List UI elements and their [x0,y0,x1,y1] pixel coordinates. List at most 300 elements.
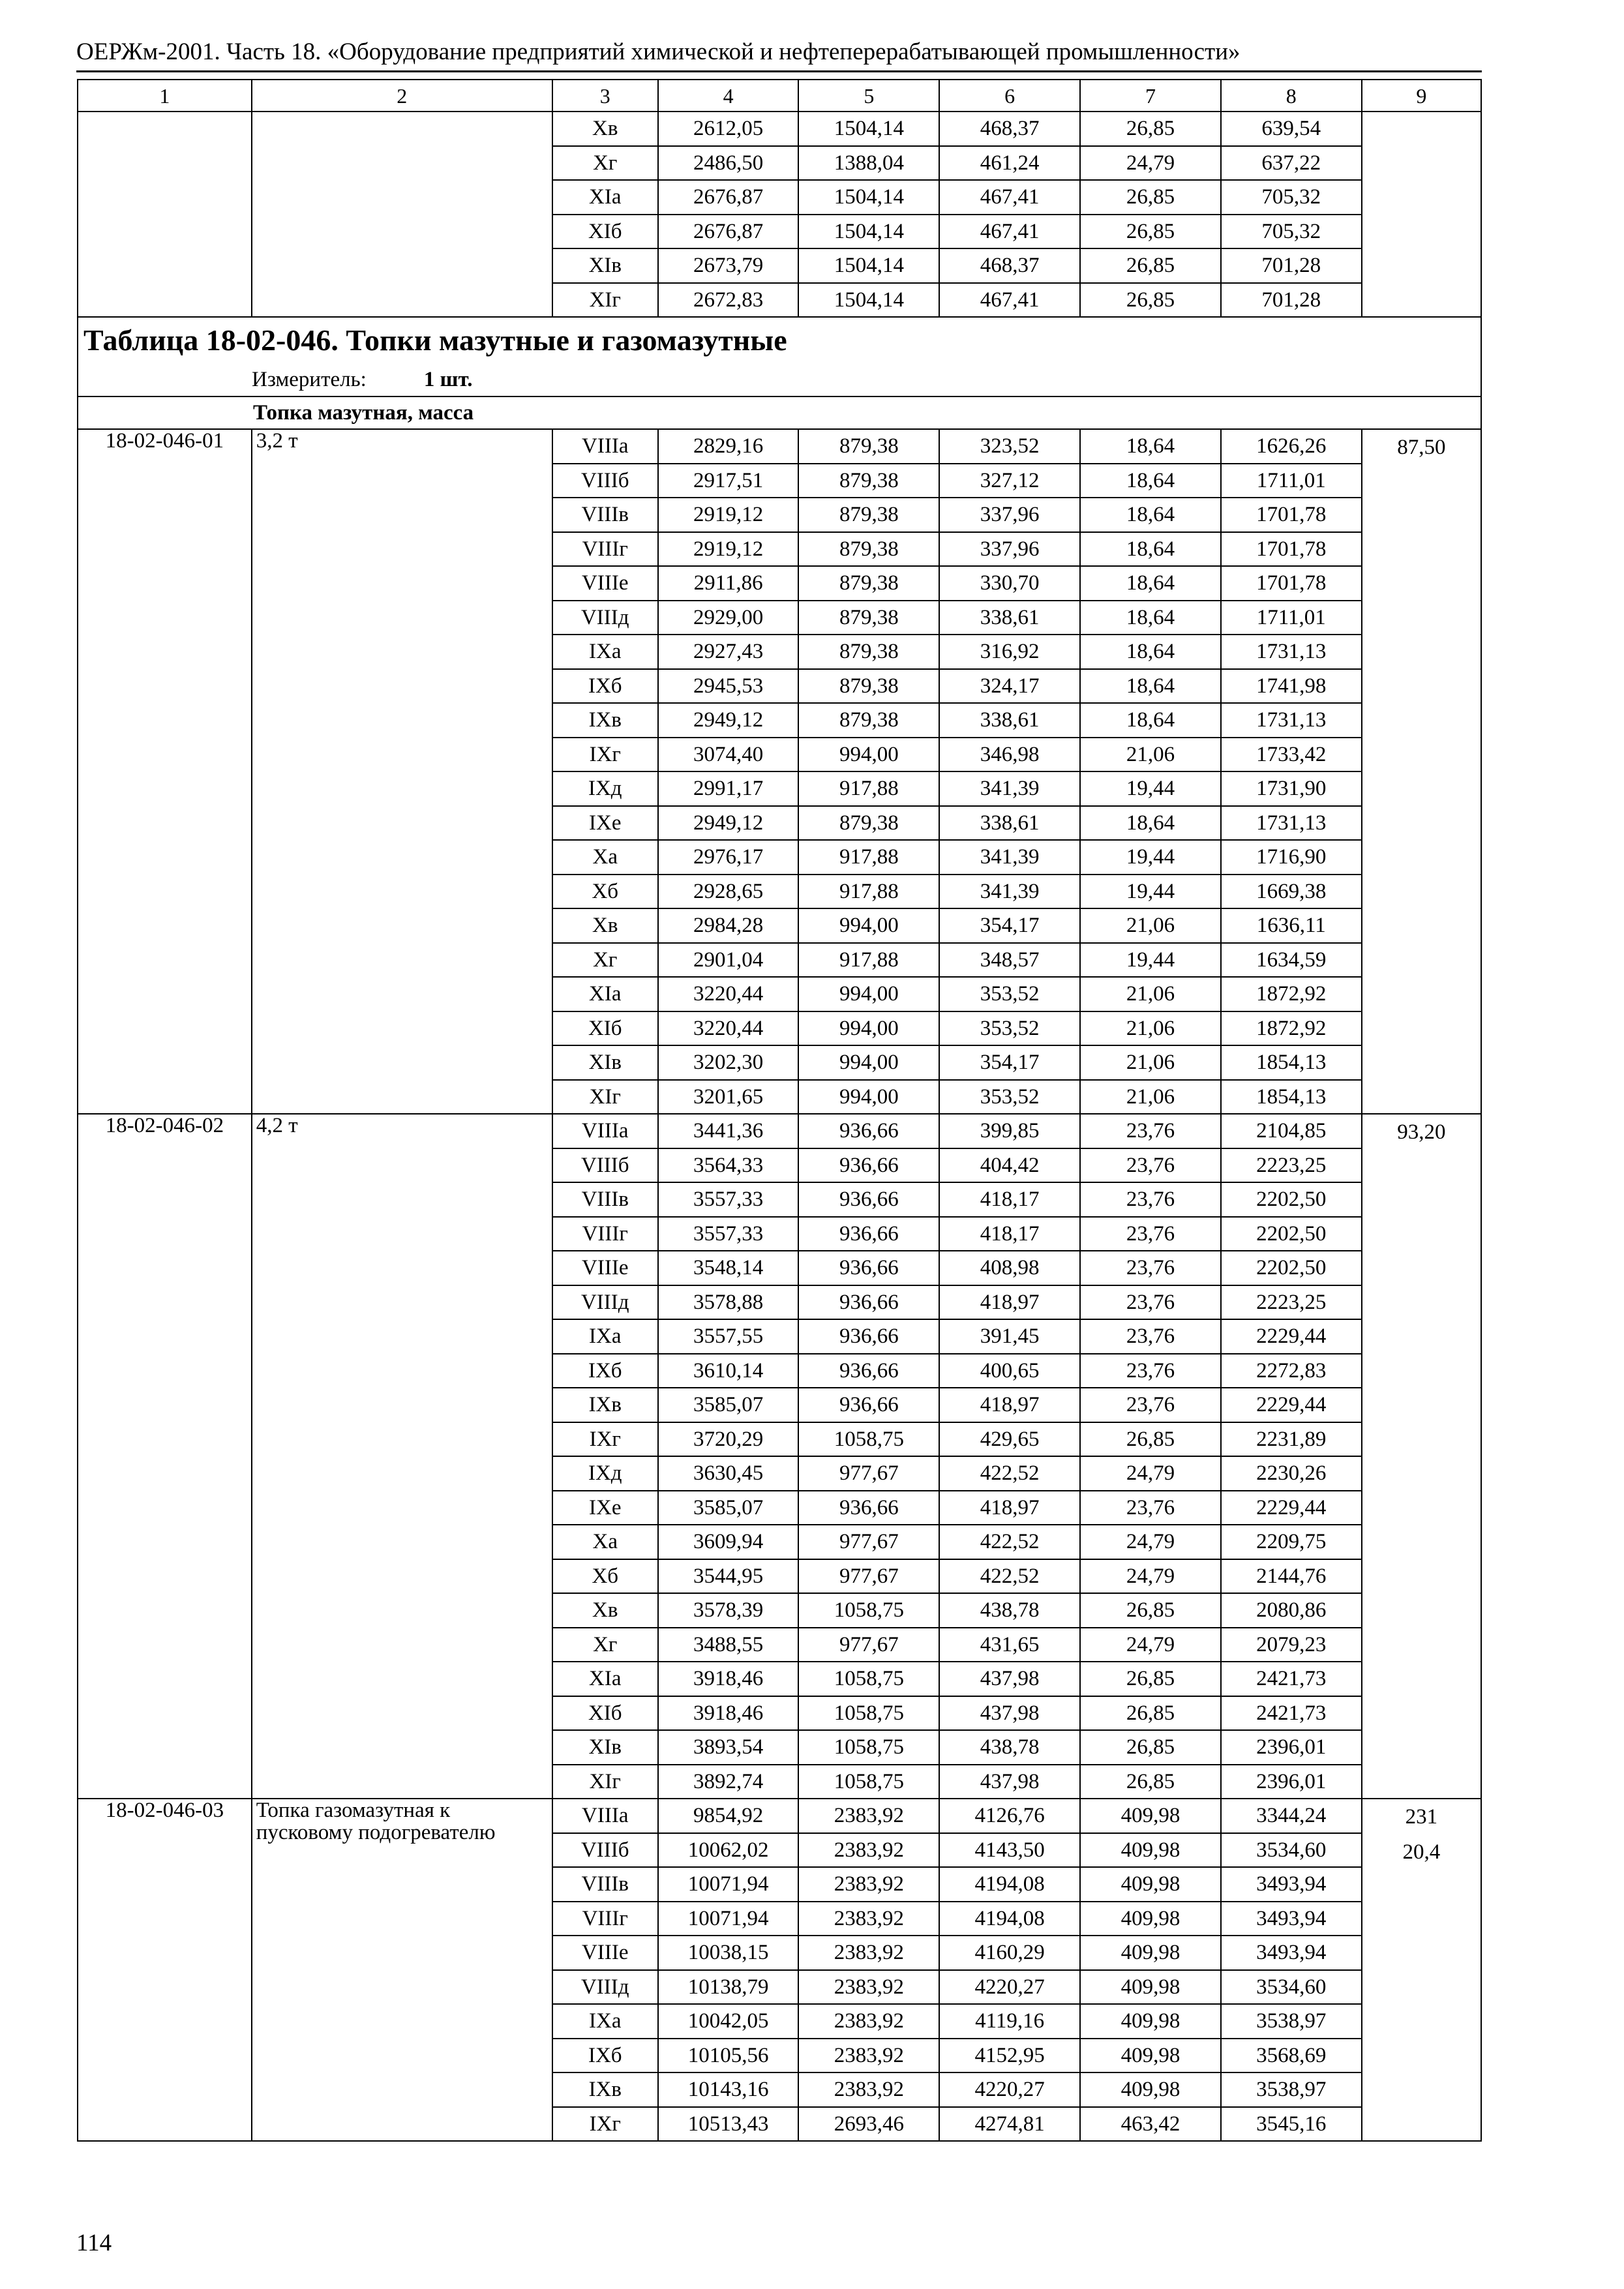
value-cell: 2383,92 [798,1833,939,1868]
value-cell: 917,88 [798,875,939,909]
value-cell: 701,28 [1221,283,1362,318]
value-cell: 337,96 [939,532,1080,567]
value-cell: ХIб [552,1011,658,1046]
value-cell: 2396,01 [1221,1730,1362,1765]
value-cell: 1872,92 [1221,977,1362,1011]
value-cell: 437,98 [939,1765,1080,1799]
value-cell: 354,17 [939,1045,1080,1080]
value-cell: 2486,50 [658,146,799,181]
value-cell: 2209,75 [1221,1525,1362,1559]
value-cell: 3918,46 [658,1696,799,1731]
value-cell: 23,76 [1080,1319,1221,1354]
value-cell: 3609,94 [658,1525,799,1559]
value-cell: 18,64 [1080,566,1221,601]
value-cell: 353,52 [939,1011,1080,1046]
value-cell: 3538,97 [1221,2072,1362,2107]
value-cell: 4274,81 [939,2107,1080,2142]
value-cell: 936,66 [798,1251,939,1285]
group-label: Топка мазутная, масса [253,401,474,425]
value-cell: 409,98 [1080,1833,1221,1868]
value-cell: 3892,74 [658,1765,799,1799]
value-cell: 2383,92 [798,1970,939,2005]
value-cell: 2231,89 [1221,1422,1362,1457]
value-cell: 23,76 [1080,1388,1221,1422]
value-cell: 936,66 [798,1217,939,1251]
value-cell: ХIг [552,1765,658,1799]
value-cell: 994,00 [798,908,939,943]
value-cell: 936,66 [798,1148,939,1183]
value-cell: 3568,69 [1221,2039,1362,2073]
value-cell: VIIIд [552,1285,658,1320]
value-cell: Хв [552,908,658,943]
value-cell: ХIв [552,1730,658,1765]
value-cell: 936,66 [798,1114,939,1148]
value-cell: 1701,78 [1221,532,1362,567]
value-cell: IХб [552,2039,658,2073]
value-cell: 3578,39 [658,1593,799,1628]
value-cell: 19,44 [1080,875,1221,909]
value-cell: 1504,14 [798,215,939,249]
value-cell: 2080,86 [1221,1593,1362,1628]
value-cell: ХIб [552,215,658,249]
value-cell: 354,17 [939,908,1080,943]
value-cell: 408,98 [939,1251,1080,1285]
value-cell: 2421,73 [1221,1662,1362,1696]
value-cell: 3557,33 [658,1182,799,1217]
value-cell: 2917,51 [658,464,799,498]
value-cell: 2104,85 [1221,1114,1362,1148]
value-cell: 3585,07 [658,1491,799,1525]
value-cell: 26,85 [1080,1662,1221,1696]
value-cell: Хг [552,943,658,978]
value-cell: 26,85 [1080,112,1221,146]
value-cell: 19,44 [1080,840,1221,875]
value-cell: 10038,15 [658,1936,799,1970]
value-cell: ХIв [552,248,658,283]
value-cell: 18,64 [1080,601,1221,635]
value-cell: 3488,55 [658,1628,799,1662]
value-cell: 409,98 [1080,1936,1221,1970]
value-cell: 18,64 [1080,532,1221,567]
value-cell: 936,66 [798,1319,939,1354]
value-cell: 4126,76 [939,1799,1080,1833]
col9-value: 231 [1405,1805,1438,1829]
value-cell: 936,66 [798,1182,939,1217]
value-cell: 2229,44 [1221,1491,1362,1525]
value-cell: 3493,94 [1221,1936,1362,1970]
value-cell: VIIIе [552,1936,658,1970]
value-cell: 409,98 [1080,1867,1221,1902]
group-row [78,396,1481,429]
value-cell: IХв [552,2072,658,2107]
value-cell: 26,85 [1080,215,1221,249]
value-cell: ХIг [552,1080,658,1115]
value-cell: 879,38 [798,429,939,464]
col9-value: 87,50 [1397,436,1446,459]
value-cell: IХг [552,1422,658,1457]
value-cell: 3220,44 [658,1011,799,1046]
value-cell: 3544,95 [658,1559,799,1594]
value-cell: 2383,92 [798,2039,939,2073]
page-number: 114 [76,2230,112,2256]
value-cell: 324,17 [939,669,1080,704]
value-cell: 879,38 [798,806,939,841]
value-cell: 418,17 [939,1217,1080,1251]
value-cell: VIIIа [552,429,658,464]
value-cell: 338,61 [939,601,1080,635]
value-cell: 3578,88 [658,1285,799,1320]
value-cell: ХIв [552,1045,658,1080]
value-cell: 467,41 [939,215,1080,249]
value-cell: 1711,01 [1221,464,1362,498]
value-cell: 2272,83 [1221,1354,1362,1388]
column-number: 1 [78,80,252,112]
value-cell: 338,61 [939,806,1080,841]
value-cell: 1504,14 [798,283,939,318]
value-cell: 429,65 [939,1422,1080,1457]
value-cell: 18,64 [1080,429,1221,464]
value-cell: 422,52 [939,1559,1080,1594]
value-cell: IХв [552,703,658,738]
value-cell: 2919,12 [658,498,799,532]
value-cell: 1388,04 [798,146,939,181]
value-cell: 327,12 [939,464,1080,498]
value-cell: 3548,14 [658,1251,799,1285]
value-cell: 24,79 [1080,1559,1221,1594]
value-cell: Ха [552,1525,658,1559]
meter-row [78,363,1481,396]
value-cell: VIIIд [552,601,658,635]
value-cell: 3201,65 [658,1080,799,1115]
value-cell: 463,42 [1080,2107,1221,2142]
item-code: 18-02-046-01 [78,429,252,1114]
value-cell: 2144,76 [1221,1559,1362,1594]
rates-table [77,79,1482,2142]
value-cell: 4220,27 [939,2072,1080,2107]
value-cell: 3202,30 [658,1045,799,1080]
value-cell: 3545,16 [1221,2107,1362,2142]
value-cell: IХд [552,771,658,806]
value-cell: 4194,08 [939,1902,1080,1936]
value-cell: 2383,92 [798,2004,939,2039]
value-cell: IХг [552,738,658,772]
value-cell: Хв [552,1593,658,1628]
value-cell: VIIIа [552,1799,658,1833]
item-col9 [1362,429,1481,1114]
value-cell: 2919,12 [658,532,799,567]
value-cell: 936,66 [798,1388,939,1422]
value-cell: 400,65 [939,1354,1080,1388]
value-cell: 438,78 [939,1593,1080,1628]
value-cell: 3610,14 [658,1354,799,1388]
value-cell: 10071,94 [658,1867,799,1902]
value-cell: 2202,50 [1221,1217,1362,1251]
value-cell: 21,06 [1080,738,1221,772]
value-cell: 418,17 [939,1182,1080,1217]
value-cell: 4152,95 [939,2039,1080,2073]
value-cell: 404,42 [939,1148,1080,1183]
meter-cell [78,363,1481,396]
value-cell: 2230,26 [1221,1456,1362,1491]
value-cell: 2421,73 [1221,1696,1362,1731]
value-cell: VIIIб [552,1833,658,1868]
value-cell: 2829,16 [658,429,799,464]
value-cell: 1636,11 [1221,908,1362,943]
value-cell: 639,54 [1221,112,1362,146]
value-cell: 26,85 [1080,1765,1221,1799]
value-cell: 2928,65 [658,875,799,909]
value-cell: 23,76 [1080,1217,1221,1251]
value-cell: 2911,86 [658,566,799,601]
value-cell: 24,79 [1080,146,1221,181]
value-cell: 2202,50 [1221,1182,1362,1217]
value-cell: 10042,05 [658,2004,799,2039]
value-cell: 2676,87 [658,215,799,249]
value-cell: 18,64 [1080,806,1221,841]
value-cell: 994,00 [798,1045,939,1080]
value-cell: 341,39 [939,840,1080,875]
value-cell: 3493,94 [1221,1867,1362,1902]
value-cell: 461,24 [939,146,1080,181]
value-cell: 468,37 [939,112,1080,146]
value-cell: 10513,43 [658,2107,799,2142]
table-title-row [78,317,1481,363]
table-row [78,429,1481,464]
value-cell: IХд [552,1456,658,1491]
value-cell: 977,67 [798,1456,939,1491]
value-cell: 3630,45 [658,1456,799,1491]
value-cell: 26,85 [1080,248,1221,283]
value-cell: 26,85 [1080,1593,1221,1628]
value-cell: 917,88 [798,771,939,806]
value-cell: 2991,17 [658,771,799,806]
value-cell: 467,41 [939,283,1080,318]
value-cell: 879,38 [798,635,939,669]
value-cell: 2079,23 [1221,1628,1362,1662]
value-cell: 2229,44 [1221,1319,1362,1354]
column-number: 6 [939,80,1080,112]
value-cell: 23,76 [1080,1114,1221,1148]
value-cell: 4194,08 [939,1867,1080,1902]
value-cell: 3557,55 [658,1319,799,1354]
value-cell: 917,88 [798,943,939,978]
value-cell: IХб [552,1354,658,1388]
value-cell: 977,67 [798,1525,939,1559]
value-cell: 3441,36 [658,1114,799,1148]
value-cell: 10105,56 [658,2039,799,2073]
value-cell: 409,98 [1080,2039,1221,2073]
value-cell: 3918,46 [658,1662,799,1696]
value-cell: Хб [552,875,658,909]
value-cell: 409,98 [1080,1902,1221,1936]
value-cell: 1058,75 [798,1730,939,1765]
value-cell: 21,06 [1080,1080,1221,1115]
value-cell: 1504,14 [798,112,939,146]
value-cell: IХв [552,1388,658,1422]
col9-cell [1362,112,1481,317]
value-cell: IХг [552,2107,658,2142]
value-cell: 19,44 [1080,943,1221,978]
value-cell: 323,52 [939,429,1080,464]
value-cell: VIIIг [552,1902,658,1936]
value-cell: 1058,75 [798,1593,939,1628]
value-cell: 26,85 [1080,1696,1221,1731]
value-cell: VIIIв [552,498,658,532]
value-cell: 1733,42 [1221,738,1362,772]
value-cell: ХIа [552,1662,658,1696]
group-cell [78,396,1481,429]
value-cell: 4160,29 [939,1936,1080,1970]
value-cell: 1058,75 [798,1422,939,1457]
value-cell: 994,00 [798,1011,939,1046]
value-cell: 18,64 [1080,703,1221,738]
value-cell: 2949,12 [658,806,799,841]
value-cell: 917,88 [798,840,939,875]
col9-value: 93,20 [1397,1120,1446,1144]
value-cell: 2223,25 [1221,1285,1362,1320]
value-cell: 3720,29 [658,1422,799,1457]
value-cell: 879,38 [798,464,939,498]
value-cell: 10071,94 [658,1902,799,1936]
value-cell: 936,66 [798,1491,939,1525]
value-cell: 2673,79 [658,248,799,283]
value-cell: VIIIв [552,1182,658,1217]
column-number: 4 [658,80,799,112]
value-cell: 467,41 [939,180,1080,215]
value-cell: 2229,44 [1221,1388,1362,1422]
code-cell [78,112,252,317]
value-cell: 3564,33 [658,1148,799,1183]
value-cell: 23,76 [1080,1491,1221,1525]
value-cell: 1626,26 [1221,429,1362,464]
value-cell: 4119,16 [939,2004,1080,2039]
value-cell: 879,38 [798,601,939,635]
value-cell: 24,79 [1080,1628,1221,1662]
value-cell: 3534,60 [1221,1970,1362,2005]
value-cell: 2383,92 [798,1867,939,1902]
value-cell: 3585,07 [658,1388,799,1422]
value-cell: 21,06 [1080,1011,1221,1046]
column-number-row [78,80,1481,112]
value-cell: 2693,46 [798,2107,939,2142]
value-cell: 3220,44 [658,977,799,1011]
value-cell: VIIIе [552,1251,658,1285]
value-cell: 409,98 [1080,1799,1221,1833]
value-cell: 994,00 [798,977,939,1011]
value-cell: IХе [552,1491,658,1525]
value-cell: 2383,92 [798,2072,939,2107]
value-cell: 422,52 [939,1456,1080,1491]
value-cell: 468,37 [939,248,1080,283]
value-cell: 2927,43 [658,635,799,669]
value-cell: Хв [552,112,658,146]
value-cell: 23,76 [1080,1182,1221,1217]
value-cell: 431,65 [939,1628,1080,1662]
value-cell: 26,85 [1080,180,1221,215]
value-cell: Ха [552,840,658,875]
value-cell: 23,76 [1080,1148,1221,1183]
value-cell: 879,38 [798,532,939,567]
value-cell: 10138,79 [658,1970,799,2005]
value-cell: 2383,92 [798,1799,939,1833]
value-cell: VIIIа [552,1114,658,1148]
value-cell: 1741,98 [1221,669,1362,704]
value-cell: IХа [552,2004,658,2039]
value-cell: 1731,90 [1221,771,1362,806]
value-cell: 705,32 [1221,180,1362,215]
value-cell: 23,76 [1080,1354,1221,1388]
item-name: 3,2 т [252,429,552,1114]
value-cell: 18,64 [1080,669,1221,704]
value-cell: 1634,59 [1221,943,1362,978]
value-cell: 879,38 [798,703,939,738]
value-cell: 1731,13 [1221,703,1362,738]
value-cell: 705,32 [1221,215,1362,249]
meter-value: 1 шт. [423,368,473,391]
value-cell: 18,64 [1080,498,1221,532]
value-cell: 1854,13 [1221,1080,1362,1115]
value-cell: 936,66 [798,1285,939,1320]
value-cell: 2383,92 [798,1902,939,1936]
value-cell: VIIIв [552,1867,658,1902]
value-cell: 2945,53 [658,669,799,704]
table-row [78,112,1481,146]
value-cell: VIIIг [552,1217,658,1251]
col9-value: 20,4 [1402,1840,1441,1864]
value-cell: 409,98 [1080,2072,1221,2107]
value-cell: 977,67 [798,1628,939,1662]
value-cell: 2949,12 [658,703,799,738]
item-name: Топка газомазутная к пусковому подогревателю [252,1799,552,2141]
value-cell: 26,85 [1080,1730,1221,1765]
value-cell: 1058,75 [798,1765,939,1799]
value-cell: 399,85 [939,1114,1080,1148]
value-cell: 977,67 [798,1559,939,1594]
value-cell: ХIа [552,977,658,1011]
value-cell: 9854,92 [658,1799,799,1833]
value-cell: 1058,75 [798,1662,939,1696]
value-cell: 994,00 [798,738,939,772]
value-cell: 19,44 [1080,771,1221,806]
value-cell: 346,98 [939,738,1080,772]
value-cell: 2223,25 [1221,1148,1362,1183]
value-cell: 2383,92 [798,1936,939,1970]
value-cell: 1872,92 [1221,1011,1362,1046]
value-cell: 2929,00 [658,601,799,635]
value-cell: 3493,94 [1221,1902,1362,1936]
value-cell: IХа [552,635,658,669]
value-cell: 2901,04 [658,943,799,978]
value-cell: 409,98 [1080,1970,1221,2005]
column-number: 5 [798,80,939,112]
value-cell: VIIIб [552,1148,658,1183]
value-cell: IХе [552,806,658,841]
column-number: 3 [552,80,658,112]
value-cell: 418,97 [939,1285,1080,1320]
value-cell: 437,98 [939,1696,1080,1731]
value-cell: 24,79 [1080,1456,1221,1491]
value-cell: 409,98 [1080,2004,1221,2039]
value-cell: VIIIе [552,566,658,601]
value-cell: 18,64 [1080,464,1221,498]
meter-label: Измеритель: [252,368,367,391]
table-row [78,1799,1481,1833]
running-header: ОЕРЖм-2001. Часть 18. «Оборудование предприятий химической и нефтеперерабатывающей промышленности» [76,38,1241,65]
value-cell: 21,06 [1080,977,1221,1011]
value-cell: 2676,87 [658,180,799,215]
value-cell: 2984,28 [658,908,799,943]
value-cell: 637,22 [1221,146,1362,181]
